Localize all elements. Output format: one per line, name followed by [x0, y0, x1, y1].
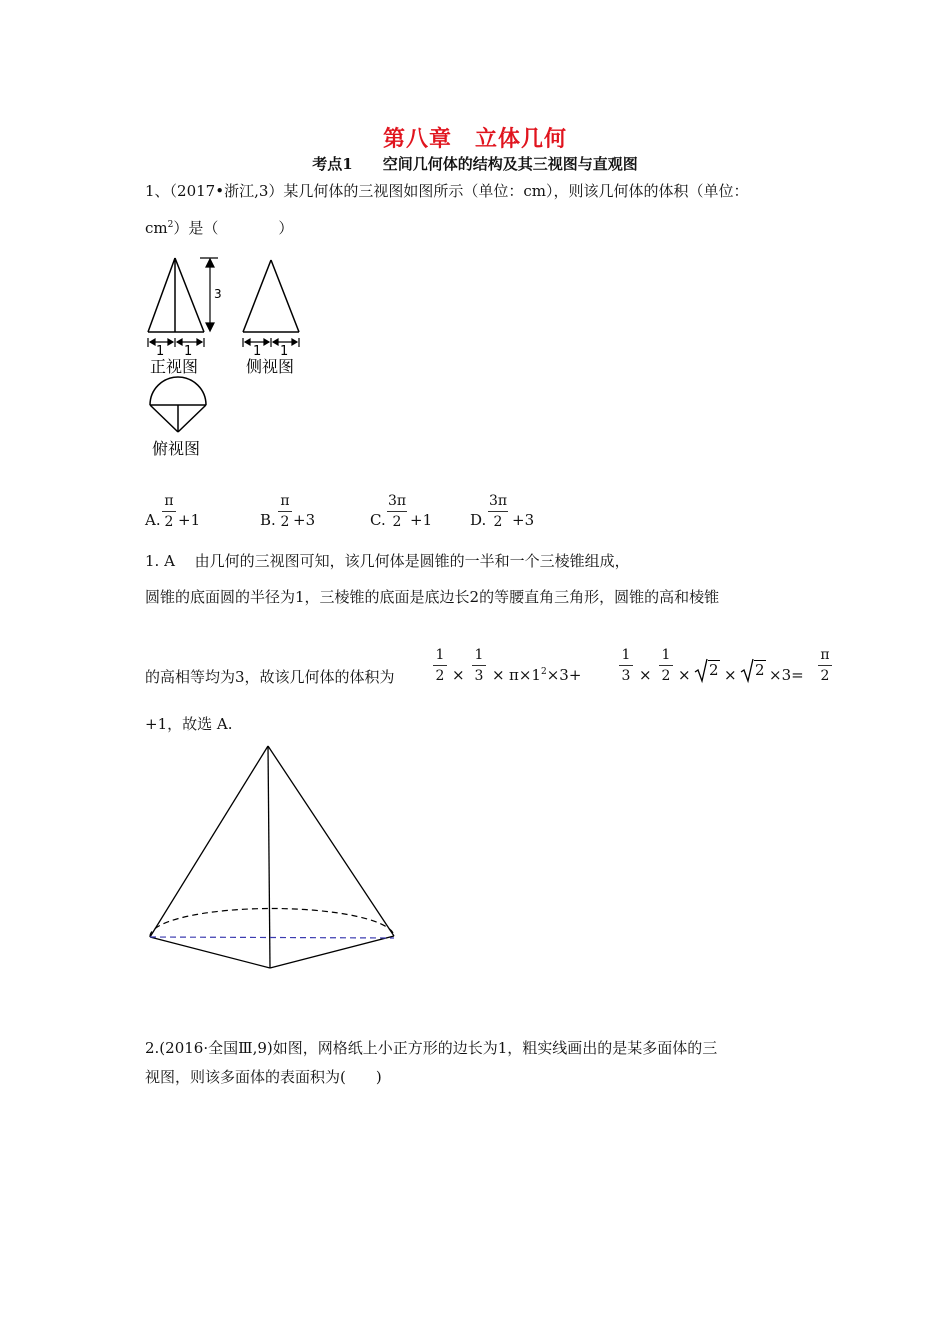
- fraction-one-third-a: [472, 648, 486, 683]
- problem1-stem-line1: 1、（2017•浙江,3）某几何体的三视图如图所示（单位：cm），则该几何体的体积（单位：: [145, 182, 749, 200]
- sqrt-radicand: 2: [755, 661, 765, 679]
- three-view-figure: [140, 250, 320, 465]
- denominator: 2: [164, 514, 174, 530]
- unit-cm: cm: [145, 219, 168, 237]
- problem1-stem-line2: [145, 217, 293, 238]
- denominator: 2: [820, 668, 830, 684]
- solid-edges: [150, 746, 394, 968]
- denominator: 2: [280, 514, 290, 530]
- fraction-one-half-a: [433, 648, 447, 683]
- denominator: 2: [661, 668, 671, 684]
- numerator: π: [280, 493, 290, 509]
- numerator: 1: [474, 647, 484, 663]
- unit-exponent: 2: [167, 220, 174, 230]
- top-view-label: 俯视图: [152, 439, 201, 458]
- denominator: 2: [493, 514, 503, 530]
- solution1-line4: +1，故选 A.: [145, 715, 233, 733]
- option-b-fraction: [278, 494, 292, 529]
- times-sign: ×: [639, 666, 652, 684]
- sqrt-radicand: 2: [709, 661, 719, 679]
- option-b-label: B.: [260, 511, 276, 529]
- numerator: 3π: [387, 493, 407, 509]
- denominator: 2: [435, 668, 445, 684]
- section-title: 考点1 空间几何体的结构及其三视图与直观图: [312, 155, 638, 173]
- problem2-line1: 2.(2016·全国Ⅲ,9)如图，网格纸上小正方形的边长为1，粗实线画出的是某多面体的三: [145, 1039, 718, 1057]
- front-view-label: 正视图: [150, 357, 199, 376]
- option-b-tail: +3: [293, 511, 316, 529]
- front-view: [148, 258, 204, 332]
- numerator: 1: [435, 647, 445, 663]
- option-d-label: D.: [470, 511, 487, 529]
- answer-blank: ）是（ ）: [173, 219, 294, 237]
- times-three-equals: ×3=: [769, 666, 804, 684]
- numerator: π: [820, 647, 830, 663]
- chapter-title: 第八章 立体几何: [382, 126, 567, 152]
- times-sign: ×: [724, 666, 737, 684]
- option-a-tail: +1: [178, 511, 201, 529]
- pi-times-one: [509, 666, 581, 684]
- dim-half-right: 1: [184, 344, 193, 359]
- times-three-plus: ×3+: [546, 666, 582, 684]
- pi-term: π×1: [509, 666, 541, 684]
- hidden-base-diameter: [150, 937, 394, 938]
- numerator: 3π: [488, 493, 508, 509]
- solution1-line1: 1. A 由几何的三视图可知，该几何体是圆锥的一半和一个三棱锥组成，: [145, 552, 630, 570]
- solution1-line2: 圆锥的底面圆的半径为1，三棱锥的底面是底边长2的等腰直角三角形，圆锥的高和棱锥: [145, 588, 720, 606]
- times-sign: ×: [678, 666, 691, 684]
- denominator: 3: [621, 668, 631, 684]
- side-dimension-arrows: [243, 338, 299, 347]
- hidden-base-arc: [150, 908, 394, 937]
- option-c-fraction: [387, 494, 407, 529]
- numerator: π: [164, 493, 174, 509]
- sqrt-sign-icon: [740, 658, 754, 684]
- times-sign: ×: [452, 666, 465, 684]
- solution1-line3-prefix: 的高相等均为3，故该几何体的体积为: [145, 668, 395, 686]
- dim-side-right: 1: [280, 344, 289, 359]
- dim-side-left: 1: [253, 344, 262, 359]
- denominator: 2: [392, 514, 402, 530]
- option-d-fraction: [488, 494, 508, 529]
- option-a-fraction: [162, 494, 176, 529]
- top-view: [150, 377, 206, 432]
- option-c-tail: +1: [410, 511, 433, 529]
- square-exponent: 2: [540, 667, 547, 677]
- option-d-tail: +3: [512, 511, 535, 529]
- denominator: 3: [474, 668, 484, 684]
- fraction-pi-half: [818, 648, 832, 683]
- dim-half-left: 1: [156, 344, 165, 359]
- option-a-label: A.: [145, 511, 161, 529]
- solid-figure: [140, 740, 410, 975]
- fraction-one-third-b: [619, 648, 633, 683]
- times-sign: ×: [492, 666, 505, 684]
- sqrt-sign-icon: [694, 658, 708, 684]
- problem2-line2: 视图，则该多面体的表面积为( ): [145, 1068, 382, 1086]
- numerator: 1: [661, 647, 671, 663]
- side-view: [243, 260, 299, 332]
- dim-height: 3: [214, 287, 222, 301]
- fraction-one-half-b: [659, 648, 673, 683]
- numerator: 1: [621, 647, 631, 663]
- option-c-label: C.: [370, 511, 386, 529]
- side-view-label: 侧视图: [246, 357, 295, 376]
